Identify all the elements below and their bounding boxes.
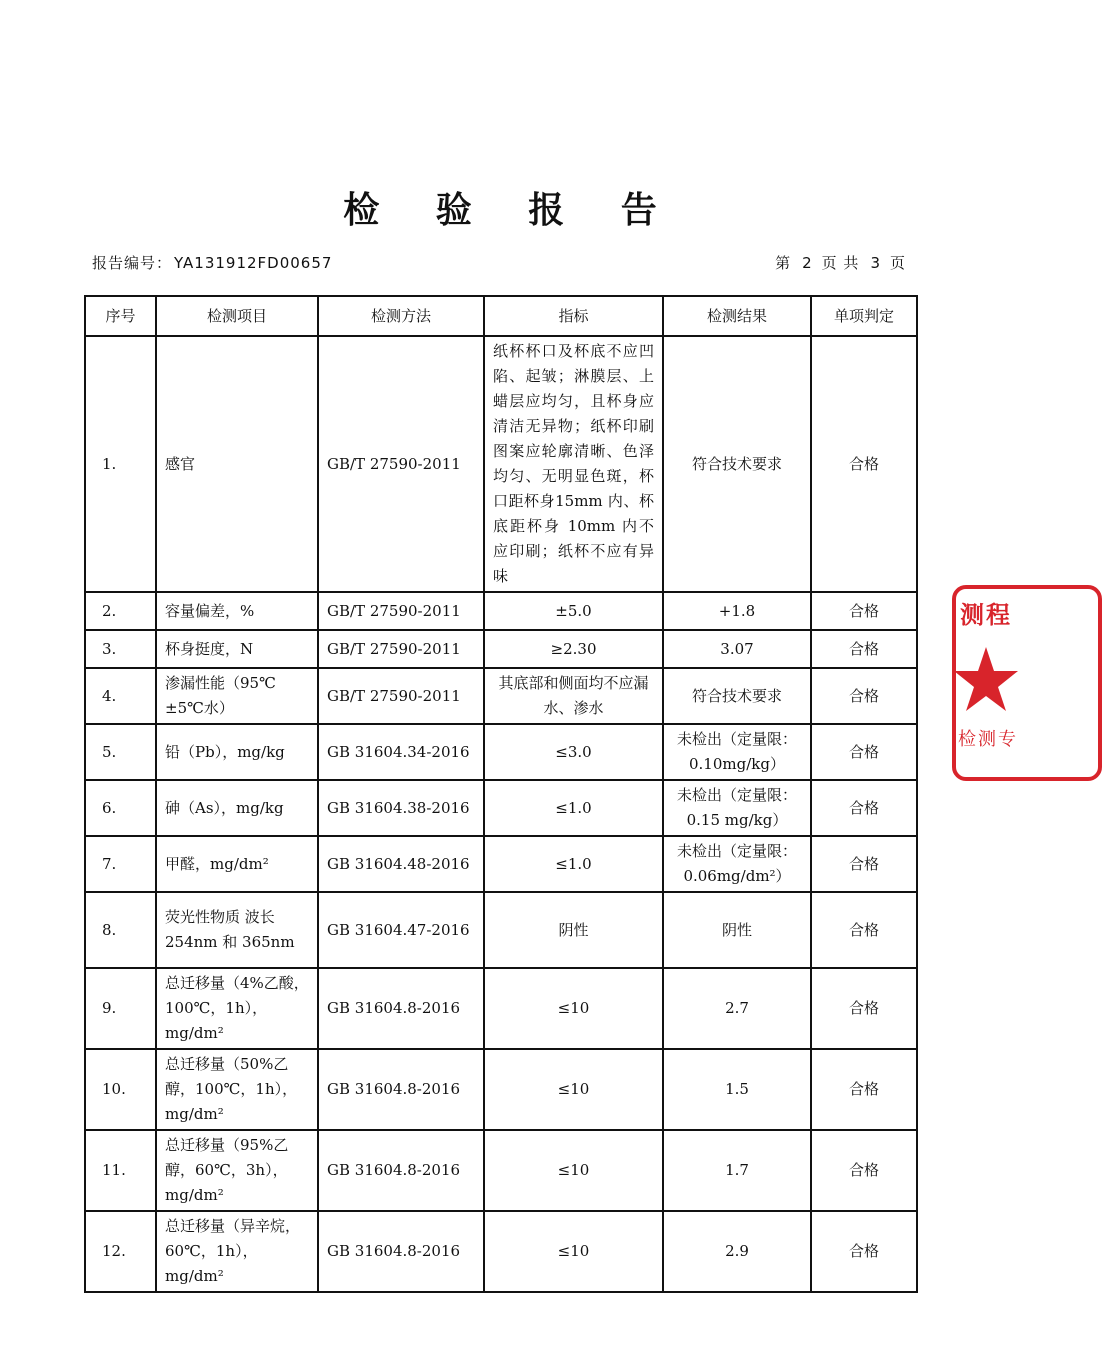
cell-result: 符合技术要求 — [663, 668, 811, 724]
cell-spec: ±5.0 — [484, 592, 663, 630]
seal-top-text: 测程 — [960, 601, 1012, 629]
report-number — [92, 252, 334, 273]
cell-verdict: 合格 — [811, 836, 917, 892]
cell-no: 10. — [85, 1049, 156, 1130]
cell-spec: ≤10 — [484, 1049, 663, 1130]
cell-item: 总迁移量（异辛烷，60℃，1h），mg/dm² — [156, 1211, 318, 1292]
cell-result: 符合技术要求 — [663, 336, 811, 592]
cell-spec: ≤10 — [484, 1130, 663, 1211]
col-header-verdict: 单项判定 — [811, 296, 917, 336]
cell-verdict: 合格 — [811, 780, 917, 836]
report-number-value: YA131912FD00657 — [174, 254, 333, 272]
cell-verdict: 合格 — [811, 630, 917, 668]
cell-item: 铅（Pb），mg/kg — [156, 724, 318, 780]
cell-result: 阴性 — [663, 892, 811, 968]
cell-result: 2.7 — [663, 968, 811, 1049]
cell-item: 总迁移量（50%乙醇，100℃，1h），mg/dm² — [156, 1049, 318, 1130]
page-total: 3 — [870, 254, 881, 272]
cell-item: 杯身挺度，N — [156, 630, 318, 668]
cell-verdict: 合格 — [811, 1130, 917, 1211]
cell-no: 8. — [85, 892, 156, 968]
star-icon — [956, 645, 1016, 715]
seal-bottom-text: 检测专 — [958, 729, 1018, 750]
cell-item: 甲醛，mg/dm² — [156, 836, 318, 892]
cell-no: 11. — [85, 1130, 156, 1211]
table-row — [85, 592, 917, 630]
report-title: 检 验 报 告 — [343, 190, 679, 231]
cell-result: 未检出（定量限：0.10mg/kg） — [663, 724, 811, 780]
cell-verdict: 合格 — [811, 1049, 917, 1130]
cell-method: GB/T 27590-2011 — [318, 668, 484, 724]
cell-spec: ≤3.0 — [484, 724, 663, 780]
cell-result: 未检出（定量限：0.15 mg/kg） — [663, 780, 811, 836]
cell-result: 3.07 — [663, 630, 811, 668]
table-row — [85, 836, 917, 892]
table-row — [85, 892, 917, 968]
table-row — [85, 724, 917, 780]
table-row — [85, 968, 917, 1049]
cell-spec: ≤1.0 — [484, 836, 663, 892]
cell-no: 12. — [85, 1211, 156, 1292]
cell-no: 4. — [85, 668, 156, 724]
cell-spec: 其底部和侧面均不应漏水、渗水 — [484, 668, 663, 724]
cell-item: 渗漏性能（95℃±5℃水） — [156, 668, 318, 724]
cell-result: +1.8 — [663, 592, 811, 630]
cell-no: 1. — [85, 336, 156, 592]
col-header-spec: 指标 — [484, 296, 663, 336]
col-header-item: 检测项目 — [156, 296, 318, 336]
cell-method: GB 31604.8-2016 — [318, 1211, 484, 1292]
cell-spec: ≤1.0 — [484, 780, 663, 836]
cell-no: 3. — [85, 630, 156, 668]
inspection-table — [84, 295, 918, 1293]
table-row — [85, 1049, 917, 1130]
report-number-label: 报告编号： — [92, 254, 173, 272]
table-row — [85, 780, 917, 836]
page-current: 2 — [802, 254, 813, 272]
cell-verdict: 合格 — [811, 1211, 917, 1292]
cell-item: 容量偏差，% — [156, 592, 318, 630]
cell-method: GB 31604.8-2016 — [318, 1049, 484, 1130]
cell-verdict: 合格 — [811, 592, 917, 630]
cell-no: 7. — [85, 836, 156, 892]
page-mid: 页 共 — [821, 254, 860, 272]
cell-spec: ≤10 — [484, 1211, 663, 1292]
col-header-no: 序号 — [85, 296, 156, 336]
cell-verdict: 合格 — [811, 892, 917, 968]
cell-method: GB 31604.48-2016 — [318, 836, 484, 892]
table-row — [85, 668, 917, 724]
cell-method: GB 31604.8-2016 — [318, 968, 484, 1049]
cell-spec: 阴性 — [484, 892, 663, 968]
page-prefix: 第 — [775, 254, 792, 272]
cell-verdict: 合格 — [811, 668, 917, 724]
cell-method: GB 31604.47-2016 — [318, 892, 484, 968]
cell-no: 6. — [85, 780, 156, 836]
cell-spec: 纸杯杯口及杯底不应凹陷、起皱；淋膜层、上蜡层应均匀，且杯身应清洁无异物；纸杯印刷图案应轮廓清晰、色泽均匀、无明显色斑，杯口距杯身15mm 内、杯底距杯身 10mm 内不应印刷；纸杯不应有异味 — [484, 336, 663, 592]
cell-no: 5. — [85, 724, 156, 780]
cell-result: 1.5 — [663, 1049, 811, 1130]
table-row — [85, 1130, 917, 1211]
cell-method: GB/T 27590-2011 — [318, 592, 484, 630]
cell-method: GB 31604.38-2016 — [318, 780, 484, 836]
cell-spec: ≤10 — [484, 968, 663, 1049]
table-header-row — [85, 296, 917, 336]
col-header-method: 检测方法 — [318, 296, 484, 336]
cell-verdict: 合格 — [811, 968, 917, 1049]
cell-verdict: 合格 — [811, 724, 917, 780]
page-indicator — [775, 252, 908, 273]
cell-item: 总迁移量（4%乙酸，100℃，1h），mg/dm² — [156, 968, 318, 1049]
cell-item: 荧光性物质 波长 254nm 和 365nm — [156, 892, 318, 968]
cell-item: 总迁移量（95%乙醇，60℃，3h），mg/dm² — [156, 1130, 318, 1211]
table-row — [85, 336, 917, 592]
cell-method: GB 31604.8-2016 — [318, 1130, 484, 1211]
cell-verdict: 合格 — [811, 336, 917, 592]
cell-method: GB 31604.34-2016 — [318, 724, 484, 780]
col-header-result: 检测结果 — [663, 296, 811, 336]
cell-no: 9. — [85, 968, 156, 1049]
official-seal — [952, 585, 1062, 785]
cell-item: 感官 — [156, 336, 318, 592]
cell-method: GB/T 27590-2011 — [318, 336, 484, 592]
cell-item: 砷（As），mg/kg — [156, 780, 318, 836]
page-suffix: 页 — [889, 254, 906, 272]
cell-result: 1.7 — [663, 1130, 811, 1211]
table-row — [85, 1211, 917, 1292]
cell-spec: ≥2.30 — [484, 630, 663, 668]
cell-result: 2.9 — [663, 1211, 811, 1292]
cell-result: 未检出（定量限：0.06mg/dm²） — [663, 836, 811, 892]
cell-no: 2. — [85, 592, 156, 630]
cell-method: GB/T 27590-2011 — [318, 630, 484, 668]
table-row — [85, 630, 917, 668]
